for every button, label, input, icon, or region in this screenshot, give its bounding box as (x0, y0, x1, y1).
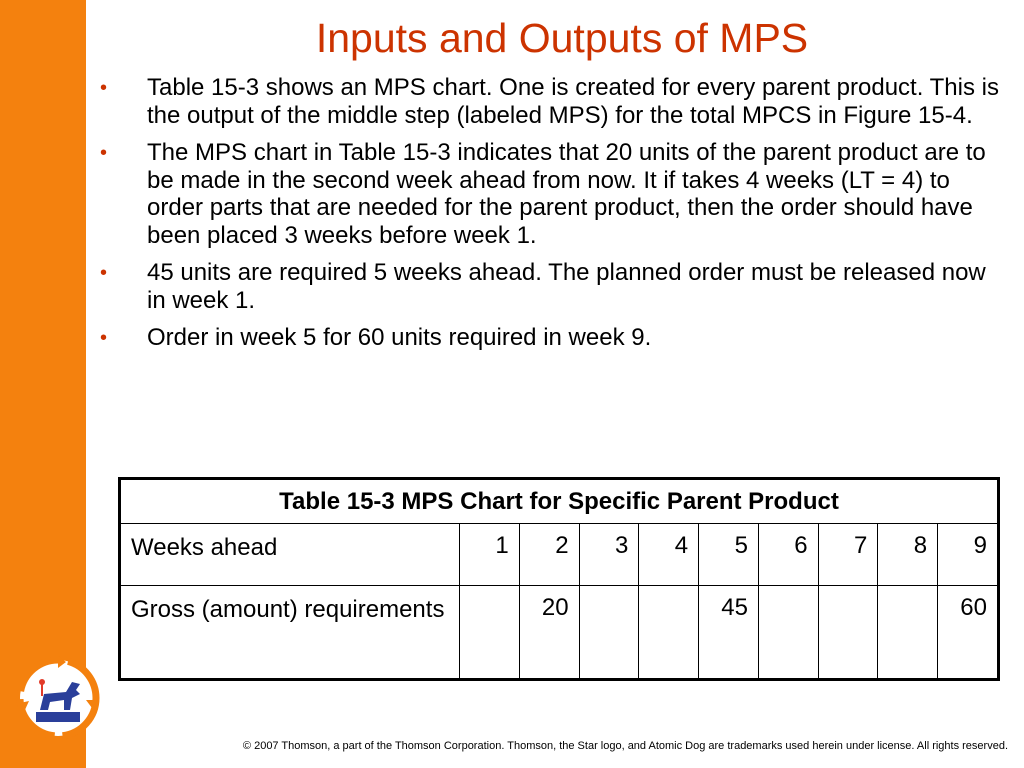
table-cell: 1 (460, 524, 520, 586)
table-cell (758, 586, 818, 680)
bullet-item (100, 324, 1010, 352)
bullet-list (100, 74, 1010, 362)
row-label-weeks: Weeks ahead (120, 524, 460, 586)
table-cell: 8 (878, 524, 938, 586)
bullet-item (100, 74, 1010, 129)
bullet-symbol: • (100, 142, 108, 164)
table-cell: 20 (519, 586, 579, 680)
table-row (120, 524, 999, 586)
bullet-text: The MPS chart in Table 15-3 indicates that 20 units of the parent product are to be made in the second week ahead from now. It if takes 4 weeks (LT = 4) to order parts that are needed for the parent product, then the order should have been placed 3 weeks before week 1. (147, 139, 986, 249)
table-cell: 2 (519, 524, 579, 586)
side-accent-bar (0, 0, 86, 768)
bullet-symbol: • (100, 77, 108, 99)
table-cell (639, 586, 699, 680)
row-label-gross-requirements: Gross (amount) requirements (120, 586, 460, 680)
table-cell: 45 (699, 586, 759, 680)
slide-title: Inputs and Outputs of MPS (315, 15, 809, 61)
mps-chart-table (118, 477, 1000, 681)
table-cell (818, 586, 878, 680)
table-cell: 60 (938, 586, 999, 680)
table-cell: 7 (818, 524, 878, 586)
table-cell: 9 (938, 524, 999, 586)
bullet-symbol: • (100, 327, 108, 349)
table-cell (460, 586, 520, 680)
bullet-text: Table 15-3 shows an MPS chart. One is created for every parent product. This is the output of the middle step (labeled MPS) for the total MPCS in Figure 15-4. (147, 74, 999, 129)
table-cell: 6 (758, 524, 818, 586)
bullet-text: Order in week 5 for 60 units required in week 9. (147, 324, 652, 351)
table-cell: 5 (699, 524, 759, 586)
bullet-item (100, 259, 1010, 314)
copyright-notice: © 2007 Thomson, a part of the Thomson Corporation. Thomson, the Star logo, and Atomic Dog are trademarks used herein under license. All rights reserved. (242, 740, 1008, 752)
bullet-symbol: • (100, 262, 108, 284)
bullet-item (100, 139, 1010, 249)
table-row (120, 586, 999, 680)
bullet-text: 45 units are required 5 weeks ahead. The planned order must be released now in week 1. (147, 259, 986, 314)
table-caption: Table 15-3 MPS Chart for Specific Parent Product (120, 479, 999, 524)
table-cell: 3 (579, 524, 639, 586)
table-cell (579, 586, 639, 680)
atomic-dog-logo-icon (14, 654, 102, 742)
table-cell (878, 586, 938, 680)
table-cell: 4 (639, 524, 699, 586)
